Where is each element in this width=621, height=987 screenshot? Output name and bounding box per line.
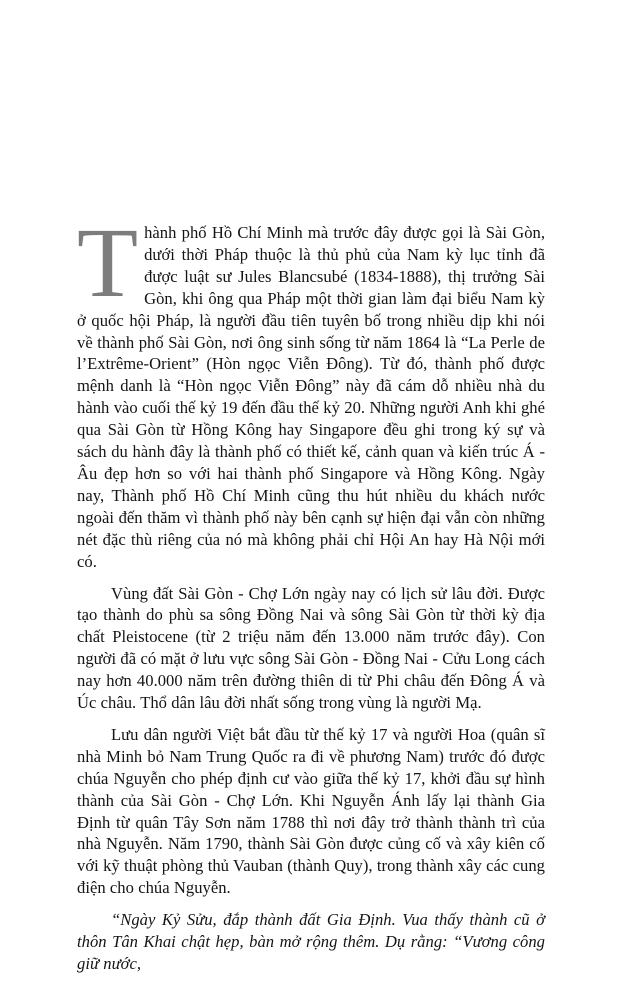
page-text-block [77,207,545,975]
drop-cap-letter: T [77,207,139,318]
paragraph-3: Lưu dân người Việt bắt đầu từ thế kỷ 17 và người Hoa (quân sĩ nhà Minh bỏ Nam Trung Quốc ra đi về phương Nam) trước đó được chúa Nguyễn cho phép định cư vào giữa thế kỷ 17, khởi đầu sự hình thành của Sài Gòn - Chợ Lớn. Khi Nguyễn Ánh lấy lại thành Gia Định từ quân Tây Sơn năm 1788 thì nơi đây trở thành thành trì của nhà Nguyễn. Năm 1790, thành Sài Gòn được củng cố và xây kiên cố với kỹ thuật phòng thủ Vauban (thành Quy), trong thành xây các cung điện cho chúa Nguyễn. [77,724,545,898]
paragraph-4-quote: “Ngày Kỷ Sửu, đắp thành đất Gia Định. Vua thấy thành cũ ở thôn Tân Khai chật hẹp, bàn mở rộng thêm. Dụ rằng: “Vương công giữ nước, [77,910,545,973]
paragraph-2: Vùng đất Sài Gòn - Chợ Lớn ngày nay có lịch sử lâu đời. Được tạo thành do phù sa sông Đồng Nai và sông Sài Gòn từ thời kỳ địa chất Pleistocene (từ 2 triệu năm đến 13.000 năm trước đây). Con người đã có mặt ở lưu vực sông Sài Gòn - Đồng Nai - Cửu Long cách nay hơn 40.000 năm trên đường thiên di từ Phi châu đến Đông Á và Úc châu. Thổ dân lâu đời nhất sống trong vùng là người Mạ. [77,583,545,713]
paragraph-1-text: hành phố Hồ Chí Minh mà trước đây được gọi là Sài Gòn, dưới thời Pháp thuộc là thủ phủ của Nam kỳ lục tỉnh đã được luật sư Jules Blancsubé (1834-1888), thị trưởng Sài Gòn, khi ông qua Pháp một thời gian làm đại biểu Nam kỳ ở quốc hội Pháp, là người đầu tiên tuyên bố trong nhiều dịp khi nói về thành phố Sài Gòn, nơi ông sinh sống từ năm 1864 là “La Perle de l’Extrême-Orient” (Hòn ngọc Viễn Đông). Từ đó, thành phố được mệnh danh là “Hòn ngọc Viễn Đông” này đã cám dỗ nhiều nhà du hành vào cuối thế kỷ 19 đến đầu thế kỷ 20. Những người Anh khi ghé qua Sài Gòn từ Hồng Kông hay Singapore đều ghi trong ký sự và sách du hành đây là thành phố có thiết kế, cảnh quan và kiến trúc Á - Âu đẹp hơn so với hai thành phố Singapore và Hồng Kông. Ngày nay, Thành phố Hồ Chí Minh cũng thu hút nhiều du khách nước ngoài đến thăm vì thành phố này bên cạnh sự hiện đại vẫn còn những nét đặc thù riêng của nó mà không phải chỉ Hội An hay Hà Nội mới có. [77,223,545,571]
paragraph-1 [77,207,545,573]
